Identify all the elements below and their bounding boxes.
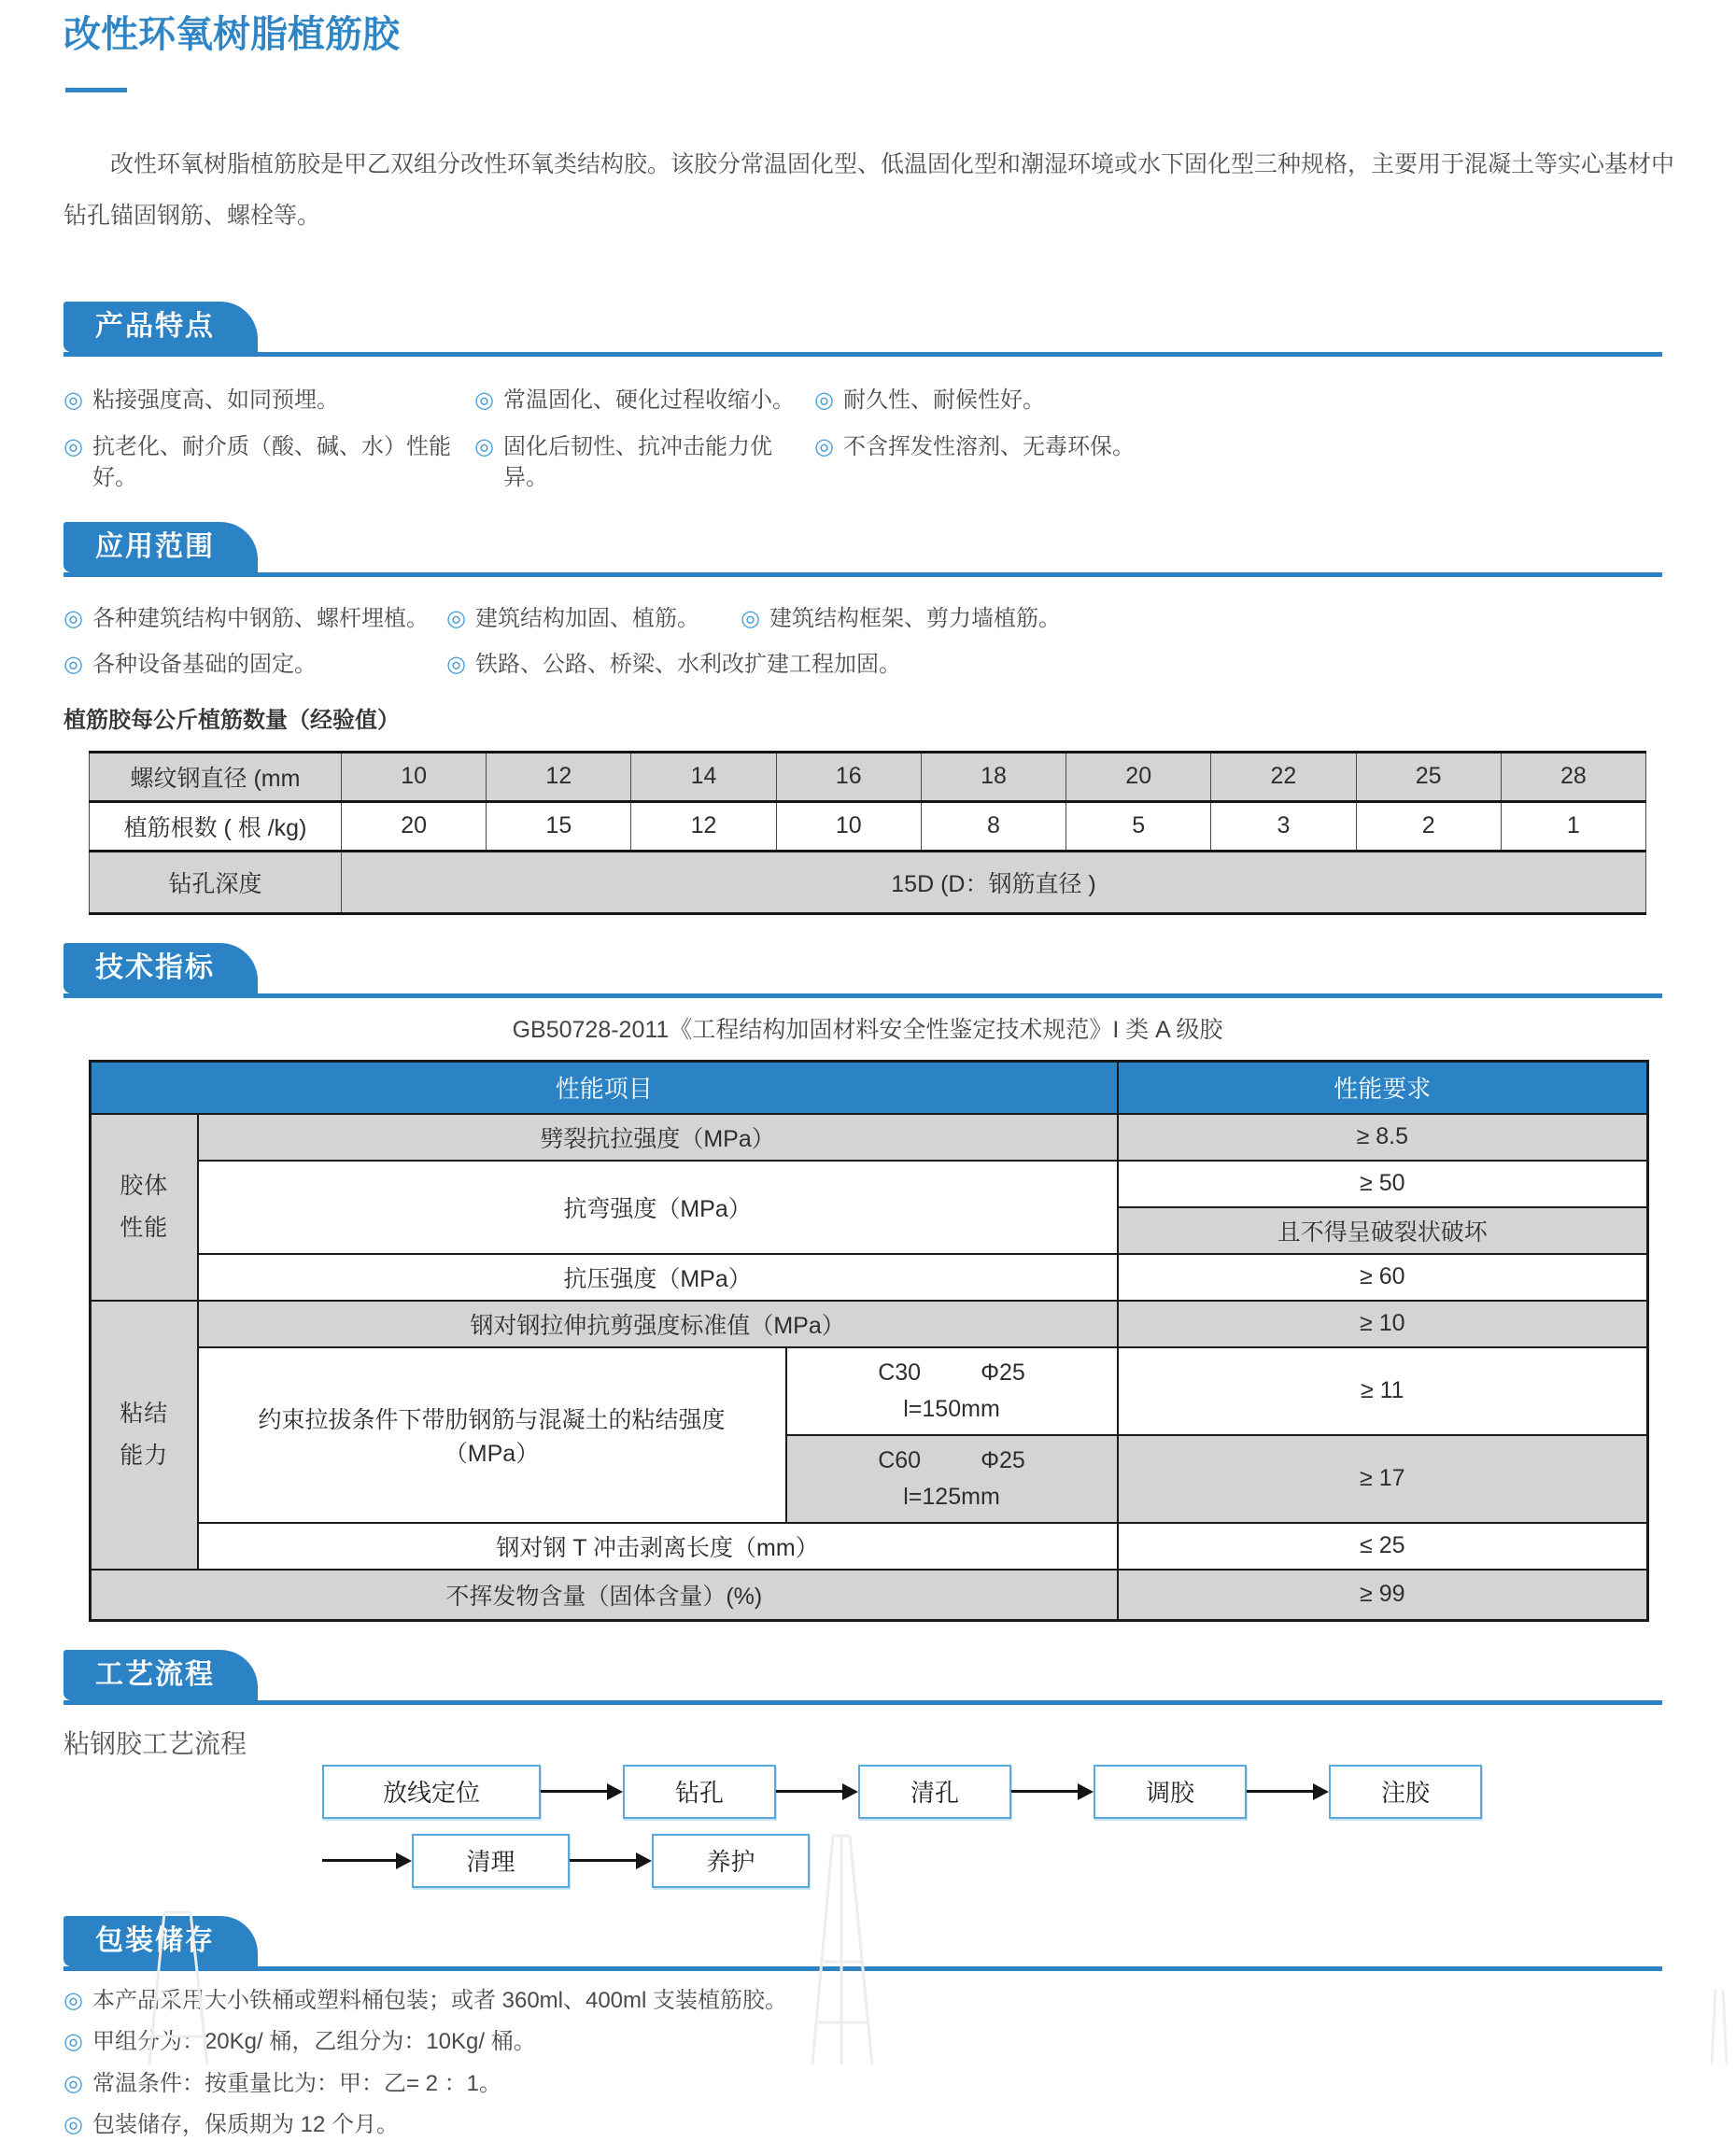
list-item (64, 1986, 1674, 2016)
list-item-text: 各种建筑结构中钢筋、螺杆埋植。 (92, 605, 429, 631)
bullet-icon: ◎ (474, 433, 494, 459)
bullet-icon: ◎ (64, 2070, 83, 2096)
table-cell: 10 (776, 801, 921, 851)
requirement-value: ≥ 10 (1118, 1301, 1648, 1347)
packaging-list (64, 1986, 1674, 2141)
table-cell: 3 (1211, 801, 1356, 851)
flow-step: 养护 (652, 1834, 810, 1888)
flow-arrow-icon (1011, 1783, 1094, 1800)
table-cell: 16 (776, 752, 921, 801)
table-cell: 18 (921, 752, 1066, 801)
flow-arrow-icon (570, 1852, 652, 1869)
list-item-text: 甲组分为：20Kg/ 桶，乙组分为：10Kg/ 桶。 (92, 2029, 536, 2055)
property-label: 劈裂抗拉强度（MPa） (198, 1114, 1118, 1161)
list-item (64, 2027, 1674, 2057)
flow-arrow-icon (776, 1783, 858, 1800)
property-label: 抗弯强度（MPa） (198, 1161, 1118, 1254)
list-item-text: 本产品采用大小铁桶或塑料桶包装；或者 360ml、400ml 支装植筋胶。 (92, 1987, 788, 2013)
applications-heading-badge: 应用范围 (64, 522, 258, 572)
table-cell: 5 (1066, 801, 1211, 851)
bullet-icon: ◎ (64, 1987, 83, 2013)
list-item (64, 385, 474, 416)
list-item (741, 603, 1674, 635)
property-label: 钢对钢拉伸抗剪强度标准值（MPa） (198, 1301, 1118, 1347)
condition-cell: C30 Φ25 l=150mm (786, 1347, 1118, 1435)
section-specs-header (64, 943, 1662, 998)
list-item-text: 耐久性、耐候性好。 (842, 387, 1045, 413)
table-header-row (91, 1061, 1648, 1114)
bullet-icon: ◎ (64, 605, 83, 631)
bullet-icon: ◎ (446, 605, 466, 631)
table-cell: 15D (D：钢筋直径 ) (342, 851, 1646, 913)
bullet-icon: ◎ (64, 2112, 83, 2138)
rebar-count-table (89, 751, 1646, 915)
features-list (64, 385, 1674, 494)
list-item-text: 建筑结构加固、植筋。 (474, 605, 699, 631)
list-item-text: 固化后韧性、抗冲击能力优异。 (502, 433, 772, 491)
packaging-heading-badge: 包装储存 (64, 1916, 258, 1966)
list-item-text: 粘接强度高、如同预埋。 (92, 387, 339, 413)
list-item-text: 铁路、公路、桥梁、水利改扩建工程加固。 (474, 652, 901, 678)
table-cell: 15 (487, 801, 631, 851)
section-process-header (64, 1650, 1662, 1705)
condition-cell: C60 Φ25 l=125mm (786, 1435, 1118, 1523)
process-subtitle: 粘钢胶工艺流程 (64, 1728, 247, 1758)
table-row (90, 752, 1646, 801)
list-item (814, 431, 1674, 494)
flow-step: 注胶 (1329, 1765, 1482, 1819)
bullet-icon: ◎ (64, 652, 83, 678)
flow-arrow-icon (1247, 1783, 1329, 1800)
section-applications-header (64, 522, 1662, 577)
table-row (91, 1114, 1648, 1161)
requirement-value: ≥ 99 (1118, 1570, 1648, 1621)
table-cell: 20 (342, 801, 487, 851)
flow-step: 清理 (412, 1834, 570, 1888)
process-flow-row-2 (322, 1834, 1674, 1888)
table-cell: 22 (1211, 752, 1356, 801)
table-cell: 20 (1066, 752, 1211, 801)
requirement-value: ≥ 17 (1118, 1435, 1648, 1523)
column-header: 性能项目 (91, 1061, 1118, 1114)
requirement-value: ≥ 11 (1118, 1347, 1648, 1435)
requirement-value: ≥ 50 (1118, 1161, 1648, 1207)
list-item-text: 各种设备基础的固定。 (92, 652, 317, 678)
list-item (446, 649, 1674, 681)
bullet-icon: ◎ (446, 652, 466, 678)
watermark-edge-sketch (1704, 1990, 1732, 2064)
table-cell: 10 (342, 752, 487, 801)
section-packaging-header (64, 1916, 1662, 1971)
flow-arrow-icon (322, 1852, 412, 1869)
section-features-header (64, 302, 1662, 357)
group-label: 粘结能力 (91, 1301, 198, 1570)
list-item (474, 431, 814, 494)
table-row (91, 1570, 1648, 1621)
requirement-value: 且不得呈破裂状破坏 (1118, 1207, 1648, 1254)
list-item-text: 建筑结构框架、剪力墙植筋。 (769, 605, 1061, 631)
list-item-text: 常温固化、硬化过程收缩小。 (502, 387, 795, 413)
applications-list (64, 603, 1674, 681)
bullet-icon: ◎ (64, 387, 83, 413)
list-item (64, 603, 446, 635)
table-cell: 1 (1501, 801, 1645, 851)
intro-paragraph: 改性环氧树脂植筋胶是甲乙双组分改性环氧类结构胶。该胶分常温固化型、低温固化型和潮湿环境或水下固化型三种规格，主要用于混凝土等实心基材中钻孔锚固钢筋、螺栓等。 (64, 151, 1675, 229)
property-label: 不挥发物含量（固体含量）(%) (91, 1570, 1118, 1621)
bullet-icon: ◎ (814, 387, 834, 413)
table-row (91, 1523, 1648, 1570)
row-label: 螺纹钢直径 (mm (90, 752, 342, 801)
row-label: 钻孔深度 (90, 851, 342, 913)
list-item-text: 包装储存，保质期为 12 个月。 (92, 2112, 399, 2138)
table-cell: 28 (1501, 752, 1645, 801)
table-row (91, 1347, 1648, 1435)
row-label: 植筋根数 ( 根 /kg) (90, 801, 342, 851)
table-row (90, 851, 1646, 913)
flow-step: 调胶 (1094, 1765, 1247, 1819)
flow-step: 放线定位 (322, 1765, 541, 1819)
table-cell: 12 (487, 752, 631, 801)
table-row (91, 1254, 1648, 1301)
requirement-value: ≤ 25 (1118, 1523, 1648, 1570)
property-label: 钢对钢 T 冲击剥离长度（mm） (198, 1523, 1118, 1570)
list-item (64, 2110, 1674, 2140)
list-item (64, 649, 446, 681)
spec-table (89, 1060, 1649, 1622)
list-item-text: 抗老化、耐介质（酸、碱、水）性能好。 (92, 433, 451, 491)
table-cell: 2 (1356, 801, 1501, 851)
group-label: 胶体性能 (91, 1114, 198, 1301)
flow-step: 钻孔 (623, 1765, 776, 1819)
table-row (91, 1301, 1648, 1347)
property-label: 抗压强度（MPa） (198, 1254, 1118, 1301)
page-title: 改性环氧树脂植筋胶 (64, 14, 400, 55)
bullet-icon: ◎ (64, 433, 83, 459)
requirement-value: ≥ 8.5 (1118, 1114, 1648, 1161)
bullet-icon: ◎ (814, 433, 834, 459)
table-row (90, 801, 1646, 851)
features-heading-badge: 产品特点 (64, 302, 258, 352)
list-item (814, 385, 1674, 416)
bullet-icon: ◎ (474, 387, 494, 413)
table-cell: 12 (631, 801, 776, 851)
process-flow-row-1 (322, 1765, 1674, 1819)
column-header: 性能要求 (1118, 1061, 1648, 1114)
table-cell: 14 (631, 752, 776, 801)
list-item-text: 常温条件：按重量比为：甲：乙= 2 ：1。 (92, 2070, 501, 2096)
requirement-value: ≥ 60 (1118, 1254, 1648, 1301)
list-item (64, 431, 474, 494)
process-heading-badge: 工艺流程 (64, 1650, 258, 1700)
table-cell: 25 (1356, 752, 1501, 801)
bullet-icon: ◎ (64, 2029, 83, 2055)
list-item-text: 不含挥发性溶剂、无毒环保。 (842, 433, 1135, 459)
title-underline (65, 88, 127, 92)
list-item (474, 385, 814, 416)
table-row (91, 1161, 1648, 1207)
specs-heading-badge: 技术指标 (64, 943, 258, 993)
table-cell: 8 (921, 801, 1066, 851)
list-item (446, 603, 741, 635)
bullet-icon: ◎ (741, 605, 760, 631)
standard-reference: GB50728-2011《工程结构加固材料安全性鉴定技术规范》I 类 A 级胶 (512, 1016, 1223, 1043)
property-label: 约束拉拔条件下带肋钢筋与混凝土的粘结强度 （MPa） (198, 1347, 786, 1523)
rebar-table-caption: 植筋胶每公斤植筋数量（经验值） (64, 707, 400, 733)
list-item (64, 2069, 1674, 2099)
flow-step: 清孔 (858, 1765, 1011, 1819)
flow-arrow-icon (541, 1783, 623, 1800)
